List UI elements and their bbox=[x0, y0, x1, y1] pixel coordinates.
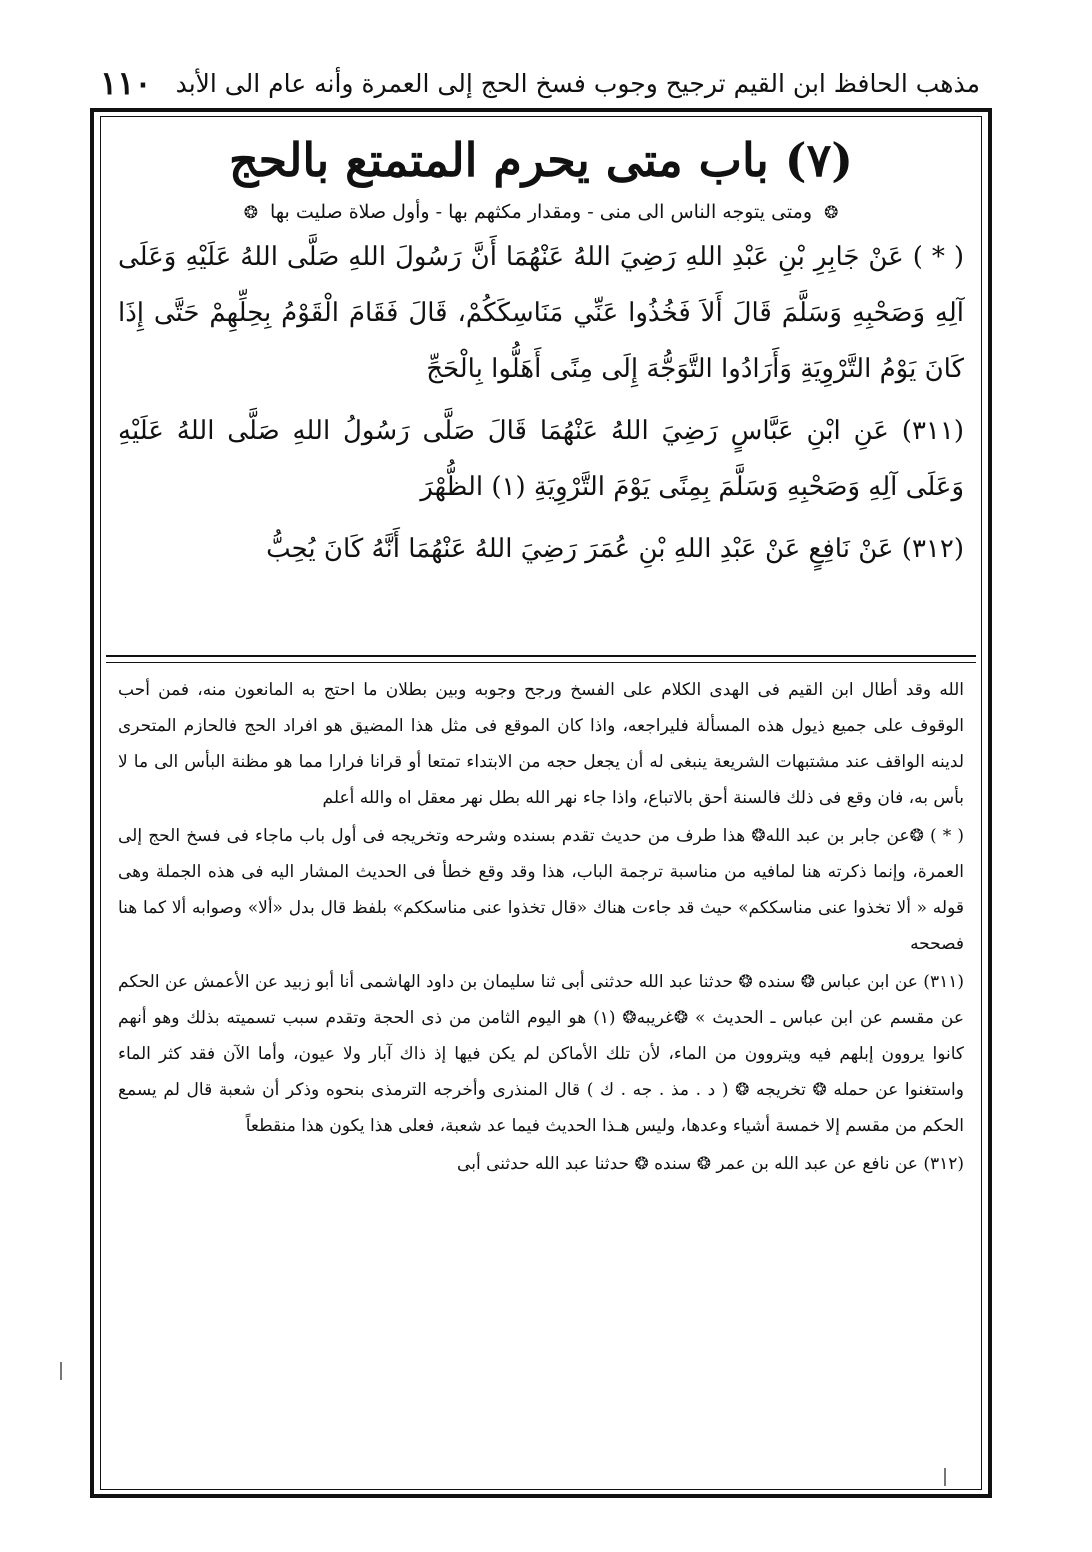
chapter-subtitle: ومتى يتوجه الناس الى منى - ومقدار مكثهم بها - وأول صلاة صليت بها bbox=[269, 201, 813, 223]
commentary-paragraph: الله وقد أطال ابن القيم فى الهدى الكلام على الفسخ ورجح وجوبه وبين بطلان ما احتج به المانعون منه، فمن أحب الوقوف على جميع ذيول هذه المسألة فليراجعه، واذا كان الموقع فى مثل هذا المضيق هو افراد الحج فالحازم المتحرى لدينه الواقف عند مشتبهات الشريعة ينبغى له أن يجعل حجه من الابتداء تمتعا أو قرانا فرارا مما هو مظنة البأس الى ما لا بأس به، فان وقع فى ذلك فالسنة أحق بالاتباع، واذا جاء نهر الله بطل نهر معقل اه والله أعلم bbox=[118, 680, 964, 808]
ornament-right-icon: ❂ bbox=[824, 203, 839, 223]
commentary-paragraph: ( * ) ❂عن جابر بن عبد الله❂ هذا طرف من حديث تقدم بسنده وشرحه وتخريجه فى أول باب ماجاء فى فسخ الحج إلى العمرة، وإنما ذكرته هنا لمافيه من مناسبة ترجمة الباب، هذا وقد وقع خطأ فى الحديث المشار اليه فى هذه الجملة وهى قوله « ألا تخذوا عنى مناسككم» حيث قد جاءت هناك «قال تخذوا عنى مناسككم» بلفظ قال بدل «ألا» وصوابه ألا كما هنا فصححه bbox=[118, 826, 964, 954]
footnote-separator bbox=[106, 655, 976, 663]
commentary-paragraph: (٣١١) عن ابن عباس ❂ سنده ❂ حدثنا عبد الله حدثنى أبى ثنا سليمان بن داود الهاشمى أنا أبو زبيد عن الأعمش عن الحكم عن مقسم عن ابن عباس ـ الحديث » ❂غريبه❂ (١) هو اليوم الثامن من ذى الحجة وتقدم سبب تسميته بذلك وهو أنهم كانوا يروون إبلهم فيه ويتروون من الماء، لأن تلك الأماكن لم يكن فيها إذ ذاك آبار ولا عيون، وأما الآن فقد كثر الماء واستغنوا عن حمله ❂ تخريجه ❂ ( د . مذ . جه . ك ) قال المنذرى وأخرجه الترمذى بنحوه وذكر أن شعبة قال لم يسمع الحكم من مقسم إلا خمسة أشياء وعدها، وليس هـذا الحديث فيما عد شعبة، فعلى هذا يكون هذا منقطعاً bbox=[118, 972, 965, 1136]
page-number: ١١٠ bbox=[100, 64, 152, 102]
scan-mark bbox=[60, 1362, 62, 1380]
scan-mark bbox=[944, 1468, 946, 1486]
commentary-block bbox=[118, 672, 964, 1182]
ornament-left-icon: ❂ bbox=[243, 203, 258, 223]
chapter-title: (٧) باب متى يحرم المتمتع بالحج bbox=[228, 133, 854, 187]
running-head bbox=[100, 58, 980, 108]
hadith-jabir: ( * ) عَنْ جَابِرِ بْنِ عَبْدِ اللهِ رَضِيَ اللهُ عَنْهُمَا أَنَّ رَسُولَ اللهِ صَلَّى اللهُ عَلَيْهِ وَعَلَى آلِهِ وَصَحْبِهِ وَسَلَّمَ قَالَ أَلاَ فَخُذُوا عَنِّي مَنَاسِكَكُمْ، قَالَ فَقَامَ الْقَوْمُ بِحِلِّهِمْ حَتَّى إِذَا كَانَ يَوْمُ التَّرْوِيَةِ وَأَرَادُوا التَّوَجُّهَ إِلَى مِنًى أَهَلُّوا بِالْحَجِّ bbox=[118, 242, 964, 384]
running-head-title: مذهب الحافظ ابن القيم ترجيح وجوب فسخ الحج إلى العمرة وأنه عام الى الأبد bbox=[175, 68, 980, 98]
main-text-block bbox=[118, 125, 964, 577]
commentary-paragraph: (٣١٢) عن نافع عن عبد الله بن عمر ❂ سنده ❂ حدثنا عبد الله حدثنى أبى bbox=[457, 1154, 964, 1174]
hadith-312-start: (٣١٢) عَنْ نَافِعٍ عَنْ عَبْدِ اللهِ بْنِ عُمَرَ رَضِيَ اللهُ عَنْهُمَا أَنَّهُ كَانَ يُحِبُّ bbox=[266, 534, 964, 564]
hadith-311: (٣١١) عَنِ ابْنِ عَبَّاسٍ رَضِيَ اللهُ عَنْهُمَا قَالَ صَلَّى رَسُولُ اللهِ صَلَّى اللهُ عَلَيْهِ وَعَلَى آلِهِ وَصَحْبِهِ وَسَلَّمَ بِمِنًى يَوْمَ التَّرْوِيَةِ (١) الظُّهْرَ bbox=[118, 416, 964, 502]
chapter-subtitle-line bbox=[118, 195, 964, 229]
